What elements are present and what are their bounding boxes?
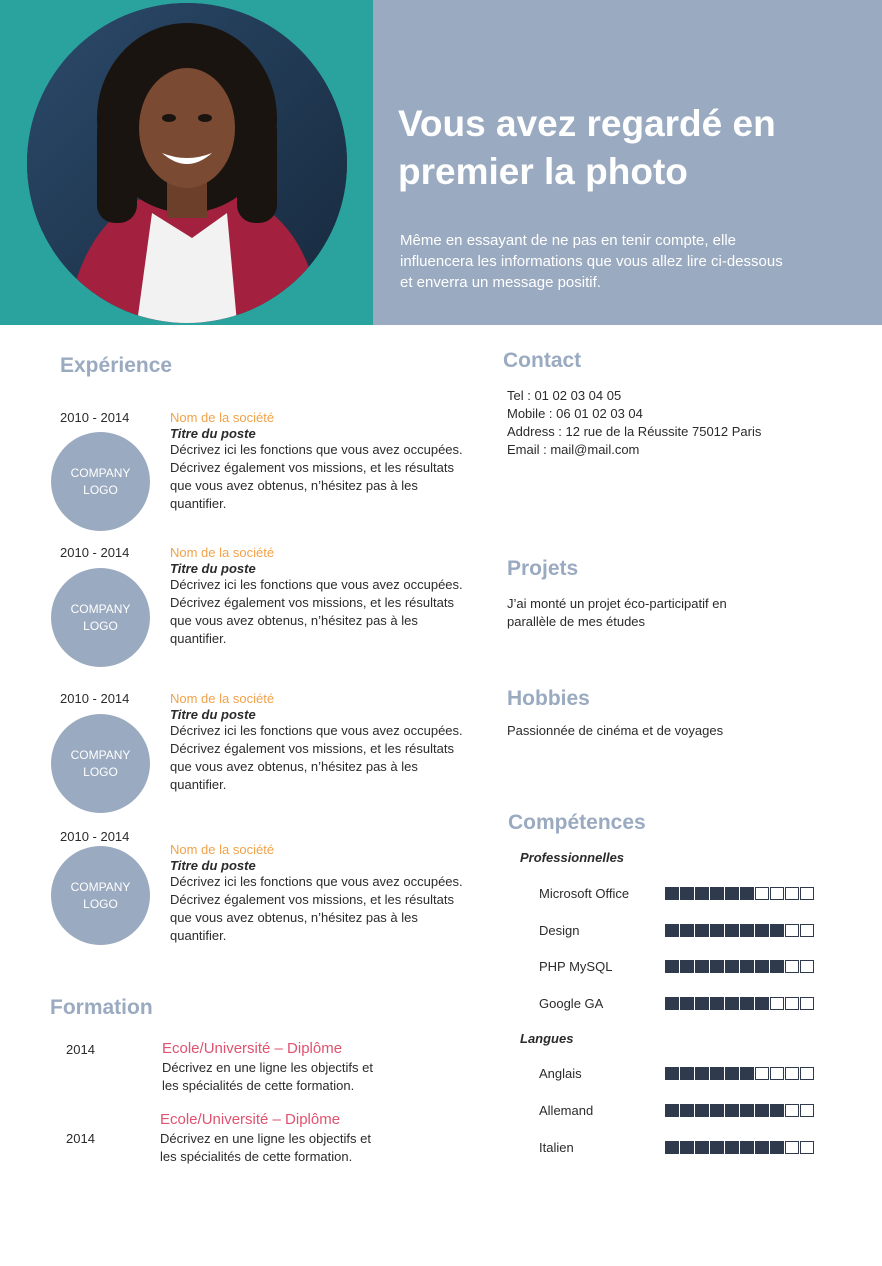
logo-line1: COMPANY xyxy=(70,601,131,616)
projets-title: Projets xyxy=(507,557,579,580)
job-desc-line4: quantifier. xyxy=(170,496,227,511)
experience-item-2 xyxy=(0,543,480,668)
skill-level-filled xyxy=(740,997,754,1010)
skill-level-empty xyxy=(785,960,799,973)
company-logo xyxy=(51,432,150,531)
skill-level-filled xyxy=(740,1141,754,1154)
experience-period: 2010 - 2014 xyxy=(60,691,130,706)
job-desc-line4: quantifier. xyxy=(170,928,227,943)
skill-level-filled xyxy=(725,1104,739,1117)
skill-level-filled xyxy=(740,1067,754,1080)
skill-level-filled xyxy=(710,1067,724,1080)
skill-level-empty xyxy=(785,1067,799,1080)
skill-level-empty xyxy=(770,1067,784,1080)
job-desc-line3: que vous avez obtenus, n’hésitez pas à les xyxy=(170,759,418,774)
skill-level-empty xyxy=(755,1067,769,1080)
skill-level-filled xyxy=(695,1141,709,1154)
job-desc-line2: Décrivez également vos missions, et les résultats xyxy=(170,595,454,610)
skill-level-empty xyxy=(800,997,814,1010)
skill-name: Microsoft Office xyxy=(539,886,630,901)
skill-level-filled xyxy=(665,887,679,900)
company-name: Nom de la société xyxy=(170,842,275,857)
skill-level-empty xyxy=(800,1104,814,1117)
skill-name: Italien xyxy=(539,1140,574,1155)
skill-level-filled xyxy=(740,924,754,937)
skill-level-filled xyxy=(725,887,739,900)
job-desc-line3: que vous avez obtenus, n’hésitez pas à les xyxy=(170,478,418,493)
job-desc-line3: que vous avez obtenus, n’hésitez pas à les xyxy=(170,613,418,628)
company-name: Nom de la société xyxy=(170,691,275,706)
skill-name: PHP MySQL xyxy=(539,959,613,975)
formation-desc-line1: Décrivez en une ligne les objectifs et xyxy=(160,1131,372,1146)
projets-block xyxy=(507,595,867,631)
skill-level-filled xyxy=(665,1104,679,1117)
skill-level-filled xyxy=(710,960,724,973)
experience-item-3 xyxy=(0,689,480,814)
profile-photo xyxy=(27,3,347,323)
contact-email: Email : mail@mail.com xyxy=(507,442,640,457)
skill-level-filled xyxy=(740,887,754,900)
skill-level-filled xyxy=(665,997,679,1010)
hobbies-title: Hobbies xyxy=(507,687,590,710)
skill-name: Allemand xyxy=(539,1103,594,1118)
experience-period: 2010 - 2014 xyxy=(60,410,130,425)
formation-desc-line2: les spécialités de cette formation. xyxy=(160,1149,353,1164)
skill-level-empty xyxy=(755,887,769,900)
skill-level-empty xyxy=(785,997,799,1010)
skill-level-filled xyxy=(725,997,739,1010)
skill-level-filled xyxy=(740,960,754,973)
formation-desc-line2: les spécialités de cette formation. xyxy=(162,1078,355,1093)
contact-block xyxy=(507,387,867,459)
header-title-line2: premier la photo xyxy=(398,151,688,192)
skill-level-filled xyxy=(695,960,709,973)
skill-level-filled xyxy=(725,1067,739,1080)
job-desc-line1: Décrivez ici les fonctions que vous avez occupées. xyxy=(170,723,463,738)
job-desc-line2: Décrivez également vos missions, et les résultats xyxy=(170,892,454,907)
skill-level-empty xyxy=(800,960,814,973)
formation-school: Ecole/Université – Diplôme xyxy=(162,1040,343,1057)
competences-title: Compétences xyxy=(508,811,646,834)
projets-line2: parallèle de mes études xyxy=(507,614,646,629)
job-desc-line1: Décrivez ici les fonctions que vous avez occupées. xyxy=(170,442,463,457)
skill-level-empty xyxy=(785,1104,799,1117)
experience-item-4 xyxy=(0,827,480,952)
skill-name: Google GA xyxy=(539,996,604,1012)
skill-level-filled xyxy=(680,887,694,900)
projets-line1: J’ai monté un projet éco-participatif en xyxy=(507,596,727,611)
formation-title: Formation xyxy=(50,996,153,1019)
skill-level-filled xyxy=(680,924,694,937)
skill-level-filled xyxy=(755,997,769,1010)
skill-level-filled xyxy=(680,960,694,973)
skill-level-empty xyxy=(785,1141,799,1154)
logo-line1: COMPANY xyxy=(70,465,131,480)
skill-level-filled xyxy=(755,1141,769,1154)
skill-level-bar xyxy=(665,1067,814,1080)
skill-level-filled xyxy=(695,997,709,1010)
job-title: Titre du poste xyxy=(170,561,256,576)
competences-lang-label: Langues xyxy=(520,1031,574,1046)
logo-line2: LOGO xyxy=(83,764,118,779)
skill-level-filled xyxy=(710,1141,724,1154)
experience-title: Expérience xyxy=(60,354,173,377)
logo-line1: COMPANY xyxy=(70,747,131,762)
skill-level-empty xyxy=(770,997,784,1010)
skill-level-filled xyxy=(725,1141,739,1154)
skill-level-filled xyxy=(710,1104,724,1117)
header-title xyxy=(398,100,858,196)
skill-level-empty xyxy=(800,1141,814,1154)
skill-level-empty xyxy=(785,887,799,900)
skill-level-empty xyxy=(770,887,784,900)
skill-level-filled xyxy=(665,1067,679,1080)
skill-level-filled xyxy=(695,887,709,900)
skill-level-filled xyxy=(740,1104,754,1117)
formation-year: 2014 xyxy=(66,1042,95,1057)
formation-desc-line1: Décrivez en une ligne les objectifs et xyxy=(162,1060,374,1075)
competences-pro-label: Professionnelles xyxy=(520,850,625,865)
skill-level-filled xyxy=(755,960,769,973)
header-subtitle-line1: Même en essayant de ne pas en tenir compte, elle xyxy=(400,232,737,249)
header-subtitle-line2: influencera les informations que vous allez lire ci-dessous xyxy=(400,253,783,270)
skill-level-bar xyxy=(665,1141,814,1154)
formation-year: 2014 xyxy=(66,1131,95,1146)
skill-level-bar xyxy=(665,887,814,900)
skill-level-filled xyxy=(695,924,709,937)
skill-level-filled xyxy=(725,924,739,937)
contact-mobile: Mobile : 06 01 02 03 04 xyxy=(507,406,643,421)
skill-level-filled xyxy=(770,924,784,937)
contact-tel: Tel : 01 02 03 04 05 xyxy=(507,388,622,403)
skill-level-bar xyxy=(665,1104,814,1117)
skill-level-empty xyxy=(800,887,814,900)
company-logo xyxy=(51,714,150,813)
company-logo xyxy=(51,846,150,945)
job-desc-line1: Décrivez ici les fonctions que vous avez occupées. xyxy=(170,874,463,889)
skill-level-filled xyxy=(695,1104,709,1117)
logo-line2: LOGO xyxy=(83,896,118,911)
skill-level-filled xyxy=(695,1067,709,1080)
formation-item-2 xyxy=(160,1111,460,1166)
logo-line2: LOGO xyxy=(83,618,118,633)
skill-level-filled xyxy=(710,924,724,937)
skill-level-filled xyxy=(770,1141,784,1154)
skill-level-bar xyxy=(665,997,814,1010)
skill-level-bar xyxy=(665,960,814,973)
company-name: Nom de la société xyxy=(170,545,275,560)
contact-title: Contact xyxy=(503,349,582,372)
skill-level-filled xyxy=(755,1104,769,1117)
job-desc-line3: que vous avez obtenus, n’hésitez pas à les xyxy=(170,910,418,925)
logo-line2: LOGO xyxy=(83,482,118,497)
header-subtitle xyxy=(400,230,840,293)
skill-level-filled xyxy=(770,960,784,973)
job-desc-line4: quantifier. xyxy=(170,777,227,792)
skill-level-filled xyxy=(770,1104,784,1117)
job-desc-line4: quantifier. xyxy=(170,631,227,646)
header-title-line1: Vous avez regardé en xyxy=(398,103,776,144)
skill-level-empty xyxy=(800,1067,814,1080)
skill-level-filled xyxy=(710,887,724,900)
company-logo xyxy=(51,568,150,667)
experience-period: 2010 - 2014 xyxy=(60,545,130,560)
skill-name: Design xyxy=(539,922,580,938)
job-title: Titre du poste xyxy=(170,858,256,873)
job-desc-line1: Décrivez ici les fonctions que vous avez occupées. xyxy=(170,577,463,592)
skill-name: Anglais xyxy=(539,1066,582,1081)
skill-level-empty xyxy=(785,924,799,937)
logo-line1: COMPANY xyxy=(70,879,131,894)
skill-level-filled xyxy=(680,1104,694,1117)
job-title: Titre du poste xyxy=(170,707,256,722)
skill-level-filled xyxy=(680,1141,694,1154)
formation-school: Ecole/Université – Diplôme xyxy=(160,1111,341,1128)
skill-level-filled xyxy=(665,960,679,973)
hobbies-line1: Passionnée de cinéma et de voyages xyxy=(507,723,724,738)
header-subtitle-line3: et enverra un message positif. xyxy=(400,274,601,291)
formation-item-1 xyxy=(162,1040,462,1095)
experience-item-1 xyxy=(0,408,480,533)
skill-level-filled xyxy=(710,997,724,1010)
skill-level-filled xyxy=(665,924,679,937)
skill-level-bar xyxy=(665,924,814,937)
job-desc-line2: Décrivez également vos missions, et les résultats xyxy=(170,460,454,475)
skill-level-filled xyxy=(755,924,769,937)
skill-level-empty xyxy=(800,924,814,937)
skill-level-filled xyxy=(665,1141,679,1154)
job-desc-line2: Décrivez également vos missions, et les résultats xyxy=(170,741,454,756)
experience-period: 2010 - 2014 xyxy=(60,829,130,844)
skill-level-filled xyxy=(725,960,739,973)
company-name: Nom de la société xyxy=(170,410,275,425)
skill-level-filled xyxy=(680,997,694,1010)
job-title: Titre du poste xyxy=(170,426,256,441)
contact-address: Address : 12 rue de la Réussite 75012 Paris xyxy=(507,424,762,439)
skill-level-filled xyxy=(680,1067,694,1080)
